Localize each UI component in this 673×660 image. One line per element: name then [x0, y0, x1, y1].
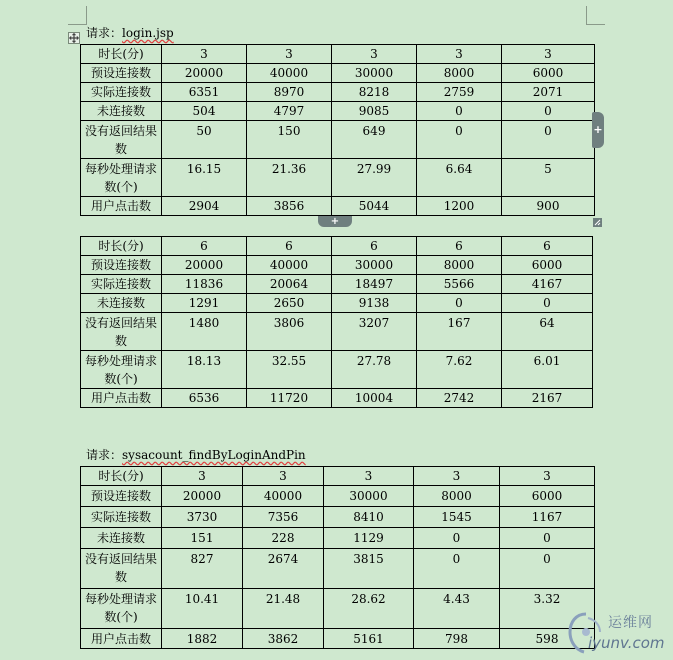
table-cell: 3815 [324, 549, 414, 589]
add-row-button[interactable]: + [318, 216, 352, 227]
table-cell: 3 [324, 467, 414, 486]
row-label: 未连接数 [81, 294, 162, 313]
table-cell: 30000 [332, 256, 417, 275]
table-cell: 0 [500, 549, 595, 589]
table-row [81, 589, 595, 629]
table-row [81, 507, 595, 528]
table-cell: 27.78 [332, 351, 417, 389]
table-cell: 2904 [162, 197, 247, 216]
row-label: 每秒处理请求数(个) [81, 589, 162, 629]
table-cell: 40000 [247, 256, 332, 275]
table-cell: 7356 [243, 507, 324, 528]
table-cell: 27.99 [332, 159, 417, 197]
table-cell: 504 [162, 102, 247, 121]
row-label: 实际连接数 [81, 83, 162, 102]
table-row [81, 83, 595, 102]
table-cell: 8000 [414, 486, 500, 507]
table-cell: 798 [414, 629, 500, 649]
table-cell: 10004 [332, 389, 417, 408]
request-value: login.jsp [122, 26, 174, 40]
table-cell: 3 [162, 45, 247, 64]
table-cell: 3 [414, 467, 500, 486]
table-cell: 3862 [243, 629, 324, 649]
table-cell: 0 [414, 528, 500, 549]
table-row [81, 275, 593, 294]
table-cell: 21.48 [243, 589, 324, 629]
table-cell: 3730 [162, 507, 243, 528]
table-cell: 0 [502, 121, 595, 159]
row-label: 实际连接数 [81, 507, 162, 528]
table-cell: 32.55 [247, 351, 332, 389]
row-label: 用户点击数 [81, 197, 162, 216]
table-cell: 6000 [502, 256, 593, 275]
table-cell: 5566 [417, 275, 502, 294]
row-label: 预设连接数 [81, 256, 162, 275]
table-cell: 6536 [162, 389, 247, 408]
table-cell: 3 [162, 467, 243, 486]
table-cell: 3 [500, 467, 595, 486]
table-cell: 2759 [417, 83, 502, 102]
results-table-sysacount-3min [80, 466, 595, 649]
table-cell: 10.41 [162, 589, 243, 629]
table-cell: 2650 [247, 294, 332, 313]
row-label: 未连接数 [81, 102, 162, 121]
results-table-login-3min [80, 44, 595, 216]
table-cell: 0 [502, 294, 593, 313]
request-line-1 [86, 26, 174, 40]
table-cell: 3806 [247, 313, 332, 351]
table-cell: 7.62 [417, 351, 502, 389]
table-row [81, 159, 595, 197]
table-cell: 6000 [500, 486, 595, 507]
table-cell: 50 [162, 121, 247, 159]
table-cell: 8410 [324, 507, 414, 528]
table-cell: 18497 [332, 275, 417, 294]
row-label: 实际连接数 [81, 275, 162, 294]
table-cell: 4167 [502, 275, 593, 294]
table-cell: 151 [162, 528, 243, 549]
table-cell: 0 [502, 102, 595, 121]
table-cell: 6 [247, 237, 332, 256]
table-row [81, 351, 593, 389]
request-prefix: 请求： [86, 448, 123, 462]
move-icon[interactable] [68, 32, 80, 44]
table-cell: 21.36 [247, 159, 332, 197]
table-cell: 28.62 [324, 589, 414, 629]
row-label: 时长(分) [81, 237, 162, 256]
table-cell: 6000 [502, 64, 595, 83]
table-row [81, 102, 595, 121]
row-label: 没有返回结果数 [81, 313, 162, 351]
table-cell: 8970 [247, 83, 332, 102]
table-cell: 20000 [162, 256, 247, 275]
table-cell: 4797 [247, 102, 332, 121]
table-cell: 9085 [332, 102, 417, 121]
table-cell: 20064 [247, 275, 332, 294]
row-label: 时长(分) [81, 467, 162, 486]
page-margin-corner-top-right [586, 6, 605, 25]
table-row [81, 121, 595, 159]
table-cell: 3856 [247, 197, 332, 216]
table-cell: 8218 [332, 83, 417, 102]
table-cell: 150 [247, 121, 332, 159]
table-row [81, 294, 593, 313]
table-cell: 8000 [417, 256, 502, 275]
table-cell: 6.64 [417, 159, 502, 197]
table-row [81, 467, 595, 486]
results-table-login-6min [80, 236, 593, 408]
watermark-url: iyunv.com [588, 634, 665, 652]
table-cell: 5044 [332, 197, 417, 216]
table-cell: 1167 [500, 507, 595, 528]
table-row [81, 256, 593, 275]
table-cell: 2742 [417, 389, 502, 408]
row-label: 没有返回结果数 [81, 121, 162, 159]
table-cell: 6 [417, 237, 502, 256]
resize-icon[interactable] [593, 218, 602, 227]
table-cell: 3 [502, 45, 595, 64]
table-row [81, 629, 595, 649]
table-cell: 18.13 [162, 351, 247, 389]
table-cell: 5161 [324, 629, 414, 649]
row-label: 用户点击数 [81, 629, 162, 649]
table-cell: 598 [500, 629, 595, 649]
table-row [81, 313, 593, 351]
table-cell: 64 [502, 313, 593, 351]
table-cell: 228 [243, 528, 324, 549]
table-row [81, 64, 595, 83]
row-label: 未连接数 [81, 528, 162, 549]
table-row [81, 528, 595, 549]
table-cell: 5 [502, 159, 595, 197]
table-cell: 20000 [162, 486, 243, 507]
table-cell: 40000 [247, 64, 332, 83]
page-margin-corner-top-left [68, 6, 87, 25]
table-cell: 9138 [332, 294, 417, 313]
row-label: 每秒处理请求数(个) [81, 159, 162, 197]
table-row [81, 237, 593, 256]
row-label: 用户点击数 [81, 389, 162, 408]
table-cell: 3.32 [500, 589, 595, 629]
table-row [81, 486, 595, 507]
table-cell: 3 [243, 467, 324, 486]
request-prefix: 请求： [86, 26, 123, 40]
table-cell: 8000 [417, 64, 502, 83]
table-cell: 3 [417, 45, 502, 64]
table-cell: 6351 [162, 83, 247, 102]
table-cell: 3 [247, 45, 332, 64]
table-cell: 167 [417, 313, 502, 351]
table-cell: 649 [332, 121, 417, 159]
table-cell: 6.01 [502, 351, 593, 389]
table-cell: 30000 [324, 486, 414, 507]
table-cell: 0 [417, 102, 502, 121]
table-cell: 1129 [324, 528, 414, 549]
table-row [81, 389, 593, 408]
table-cell: 30000 [332, 64, 417, 83]
table-cell: 11720 [247, 389, 332, 408]
row-label: 时长(分) [81, 45, 162, 64]
table-cell: 2167 [502, 389, 593, 408]
table-row [81, 45, 595, 64]
table-cell: 2071 [502, 83, 595, 102]
table-cell: 4.43 [414, 589, 500, 629]
table-cell: 0 [500, 528, 595, 549]
table-row [81, 549, 595, 589]
row-label: 预设连接数 [81, 486, 162, 507]
table-cell: 16.15 [162, 159, 247, 197]
table-cell: 1200 [417, 197, 502, 216]
table-cell: 0 [417, 121, 502, 159]
request-line-2 [86, 448, 306, 462]
table-cell: 0 [417, 294, 502, 313]
table-cell: 827 [162, 549, 243, 589]
table-cell: 6 [332, 237, 417, 256]
table-cell: 6 [162, 237, 247, 256]
table-cell: 6 [502, 237, 593, 256]
request-value: sysacount_findByLoginAndPin [122, 448, 306, 462]
table-cell: 40000 [243, 486, 324, 507]
table-cell: 1480 [162, 313, 247, 351]
add-column-button[interactable]: + [592, 112, 604, 148]
table-cell: 2674 [243, 549, 324, 589]
table-cell: 11836 [162, 275, 247, 294]
table-cell: 3 [332, 45, 417, 64]
watermark [566, 610, 666, 656]
table-cell: 900 [502, 197, 595, 216]
row-label: 预设连接数 [81, 64, 162, 83]
row-label: 没有返回结果数 [81, 549, 162, 589]
watermark-name: 运维网 [608, 615, 653, 631]
table-cell: 20000 [162, 64, 247, 83]
table-cell: 0 [414, 549, 500, 589]
table-row [81, 197, 595, 216]
row-label: 每秒处理请求数(个) [81, 351, 162, 389]
table-cell: 1291 [162, 294, 247, 313]
table-cell: 1882 [162, 629, 243, 649]
table-cell: 3207 [332, 313, 417, 351]
table-cell: 1545 [414, 507, 500, 528]
